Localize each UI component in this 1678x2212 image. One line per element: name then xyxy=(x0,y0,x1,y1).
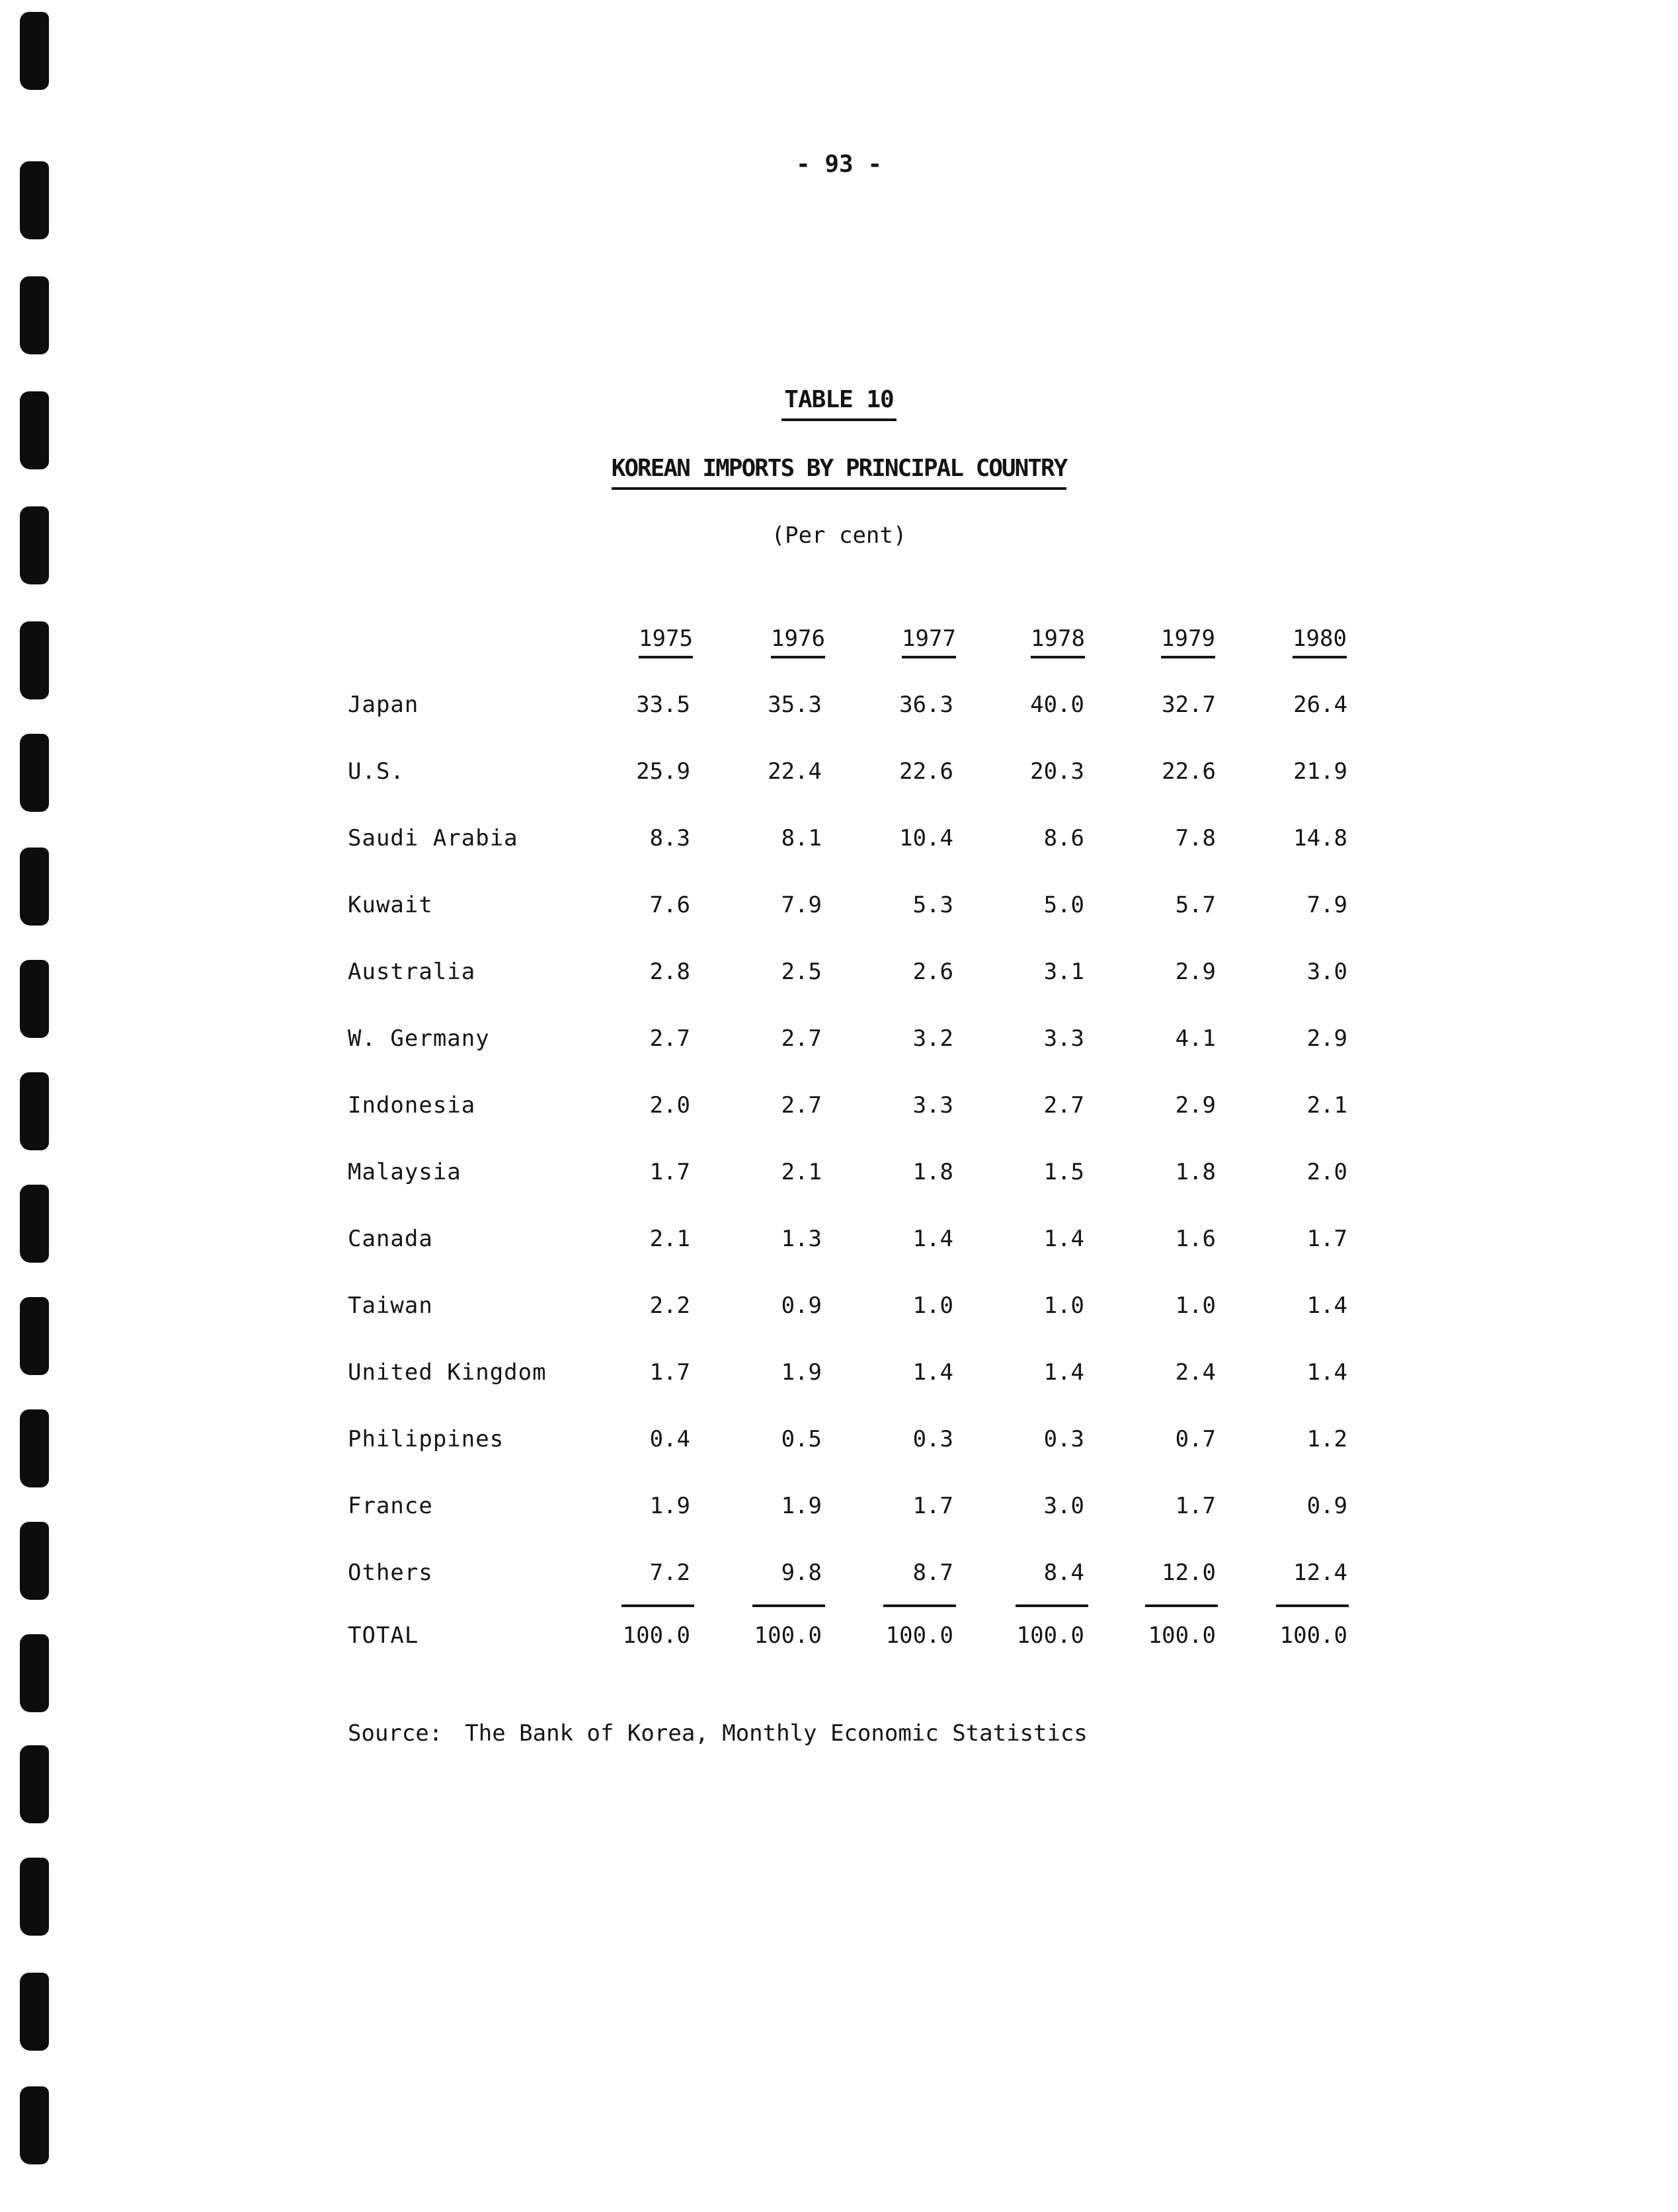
table-cell: 8.3 xyxy=(649,825,690,851)
total-cell: 100.0 xyxy=(1279,1622,1347,1649)
table-cell: 7.6 xyxy=(649,892,690,918)
total-rule xyxy=(1276,1604,1349,1607)
table-cell: 22.6 xyxy=(899,758,953,785)
table-row xyxy=(0,892,1678,931)
table-cell: 20.3 xyxy=(1030,758,1084,785)
total-cell: 100.0 xyxy=(885,1622,953,1649)
punch-hole xyxy=(20,1745,49,1823)
table-row xyxy=(0,1493,1678,1532)
table-cell: 2.7 xyxy=(649,1025,690,1052)
country-name: Indonesia xyxy=(348,1092,476,1119)
table-cell: 25.9 xyxy=(636,758,690,785)
table-cell: 1.4 xyxy=(912,1226,953,1252)
unit-label: (Per cent) xyxy=(771,522,907,549)
table-cell: 7.9 xyxy=(781,892,822,918)
table-cell: 5.3 xyxy=(912,892,953,918)
table-cell: 1.4 xyxy=(912,1359,953,1386)
table-cell: 3.1 xyxy=(1043,959,1084,985)
total-cell: 100.0 xyxy=(1016,1622,1084,1649)
table-row xyxy=(0,1159,1678,1199)
table-cell: 1.9 xyxy=(649,1493,690,1519)
country-name: Malaysia xyxy=(348,1159,461,1185)
table-cell: 32.7 xyxy=(1162,691,1216,718)
table-cell: 2.1 xyxy=(649,1226,690,1252)
table-cell: 26.4 xyxy=(1293,691,1347,718)
table-cell: 2.1 xyxy=(1306,1092,1347,1119)
table-cell: 40.0 xyxy=(1030,691,1084,718)
table-cell: 0.3 xyxy=(912,1426,953,1452)
table-cell: 2.7 xyxy=(781,1025,822,1052)
table-label-text: TABLE 10 xyxy=(781,386,896,421)
total-cell: 100.0 xyxy=(754,1622,822,1649)
table-row xyxy=(0,1226,1678,1265)
table-cell: 2.7 xyxy=(1043,1092,1084,1119)
table-cell: 5.0 xyxy=(1043,892,1084,918)
page-number: - 93 - xyxy=(795,151,883,178)
country-name: Taiwan xyxy=(348,1292,433,1319)
table-cell: 22.4 xyxy=(768,758,822,785)
year-header xyxy=(1012,625,1104,658)
table-row xyxy=(0,1426,1678,1466)
table-cell: 2.6 xyxy=(912,959,953,985)
table-cell: 12.0 xyxy=(1162,1560,1216,1586)
year-header xyxy=(883,625,975,658)
table-cell: 3.3 xyxy=(912,1092,953,1119)
total-row xyxy=(0,1622,1678,1662)
table-cell: 2.5 xyxy=(781,959,822,985)
table-cell: 7.8 xyxy=(1175,825,1216,851)
table-row xyxy=(0,959,1678,998)
table-cell: 3.3 xyxy=(1043,1025,1084,1052)
table-cell: 2.9 xyxy=(1175,1092,1216,1119)
year-header-text: 1978 xyxy=(1031,625,1085,658)
year-header-text: 1975 xyxy=(639,625,693,658)
table-cell: 1.3 xyxy=(781,1226,822,1252)
table-cell: 1.4 xyxy=(1043,1359,1084,1386)
table-cell: 1.8 xyxy=(912,1159,953,1185)
table-cell: 0.4 xyxy=(649,1426,690,1452)
table-cell: 1.7 xyxy=(649,1159,690,1185)
year-header xyxy=(1273,625,1366,658)
table-cell: 2.8 xyxy=(649,959,690,985)
punch-hole xyxy=(20,1973,49,2051)
table-cell: 3.0 xyxy=(1306,959,1347,985)
table-cell: 7.9 xyxy=(1306,892,1347,918)
table-row xyxy=(0,758,1678,798)
total-rule xyxy=(621,1604,694,1607)
table-cell: 2.1 xyxy=(781,1159,822,1185)
table-row xyxy=(0,1560,1678,1599)
table-cell: 1.4 xyxy=(1306,1359,1347,1386)
table-cell: 1.5 xyxy=(1043,1159,1084,1185)
table-cell: 7.2 xyxy=(649,1560,690,1586)
source-label: Source: xyxy=(348,1720,443,1747)
punch-hole xyxy=(20,2086,49,2164)
table-cell: 0.3 xyxy=(1043,1426,1084,1452)
table-cell: 2.0 xyxy=(1306,1159,1347,1185)
country-name: Australia xyxy=(348,959,476,985)
year-header xyxy=(752,625,844,658)
table-cell: 1.7 xyxy=(1175,1493,1216,1519)
table-row xyxy=(0,1292,1678,1332)
table-cell: 1.0 xyxy=(912,1292,953,1319)
source-note xyxy=(348,1720,1088,1747)
table-cell: 8.6 xyxy=(1043,825,1084,851)
punch-hole xyxy=(20,1858,49,1936)
table-cell: 10.4 xyxy=(899,825,953,851)
year-header-text: 1976 xyxy=(771,625,825,658)
table-cell: 1.4 xyxy=(1306,1292,1347,1319)
table-cell: 1.7 xyxy=(1306,1226,1347,1252)
year-header-text: 1977 xyxy=(902,625,956,658)
total-rule xyxy=(883,1604,956,1607)
total-label: TOTAL xyxy=(348,1622,419,1649)
table-cell: 1.9 xyxy=(781,1493,822,1519)
table-cell: 2.2 xyxy=(649,1292,690,1319)
table-row xyxy=(0,825,1678,865)
country-name: Philippines xyxy=(348,1426,504,1452)
table-cell: 0.5 xyxy=(781,1426,822,1452)
table-cell: 5.7 xyxy=(1175,892,1216,918)
table-cell: 1.0 xyxy=(1043,1292,1084,1319)
punch-hole xyxy=(20,12,49,90)
table-cell: 21.9 xyxy=(1293,758,1347,785)
country-name: Canada xyxy=(348,1226,433,1252)
table-cell: 3.2 xyxy=(912,1025,953,1052)
total-cell: 100.0 xyxy=(622,1622,690,1649)
table-cell: 14.8 xyxy=(1293,825,1347,851)
total-cell: 100.0 xyxy=(1148,1622,1216,1649)
table-cell: 8.7 xyxy=(912,1560,953,1586)
table-cell: 1.0 xyxy=(1175,1292,1216,1319)
table-cell: 1.6 xyxy=(1175,1226,1216,1252)
table-cell: 2.0 xyxy=(649,1092,690,1119)
table-cell: 35.3 xyxy=(768,691,822,718)
table-cell: 2.7 xyxy=(781,1092,822,1119)
table-cell: 2.9 xyxy=(1306,1025,1347,1052)
table-row xyxy=(0,1092,1678,1132)
table-label xyxy=(0,386,1678,421)
country-name: United Kingdom xyxy=(348,1359,547,1386)
source-text: The Bank of Korea, Monthly Economic Statistics xyxy=(465,1720,1088,1747)
table-row xyxy=(0,1025,1678,1065)
year-header-text: 1979 xyxy=(1161,625,1215,658)
table-cell: 2.4 xyxy=(1175,1359,1216,1386)
year-header-text: 1980 xyxy=(1293,625,1347,658)
table-cell: 1.2 xyxy=(1306,1426,1347,1452)
table-cell: 3.0 xyxy=(1043,1493,1084,1519)
table-row xyxy=(0,691,1678,731)
table-cell: 9.8 xyxy=(781,1560,822,1586)
table-cell: 22.6 xyxy=(1162,758,1216,785)
year-header xyxy=(1142,625,1234,658)
table-cell: 0.7 xyxy=(1175,1426,1216,1452)
country-name: France xyxy=(348,1493,433,1519)
table-cell: 0.9 xyxy=(1306,1493,1347,1519)
country-name: Japan xyxy=(348,691,419,718)
table-header xyxy=(0,625,1678,658)
table-cell: 1.7 xyxy=(912,1493,953,1519)
table-cell: 8.1 xyxy=(781,825,822,851)
table-cell: 8.4 xyxy=(1043,1560,1084,1586)
table-cell: 36.3 xyxy=(899,691,953,718)
total-rule xyxy=(752,1604,825,1607)
country-name: U.S. xyxy=(348,758,405,785)
table-cell: 4.1 xyxy=(1175,1025,1216,1052)
country-name: Saudi Arabia xyxy=(348,825,518,851)
table-row xyxy=(0,1359,1678,1399)
table-cell: 12.4 xyxy=(1293,1560,1347,1586)
table-cell: 1.7 xyxy=(649,1359,690,1386)
country-name: Others xyxy=(348,1560,433,1586)
table-cell: 1.8 xyxy=(1175,1159,1216,1185)
year-header xyxy=(619,625,712,658)
country-name: Kuwait xyxy=(348,892,433,918)
total-rule xyxy=(1016,1604,1088,1607)
table-cell: 1.9 xyxy=(781,1359,822,1386)
table-title-text: KOREAN IMPORTS BY PRINCIPAL COUNTRY xyxy=(612,455,1067,490)
table-cell: 0.9 xyxy=(781,1292,822,1319)
table-cell: 1.4 xyxy=(1043,1226,1084,1252)
country-name: W. Germany xyxy=(348,1025,490,1052)
table-title xyxy=(0,455,1678,490)
total-rule xyxy=(1145,1604,1218,1607)
punch-hole xyxy=(20,276,49,354)
table-cell: 2.9 xyxy=(1175,959,1216,985)
table-cell: 33.5 xyxy=(636,691,690,718)
